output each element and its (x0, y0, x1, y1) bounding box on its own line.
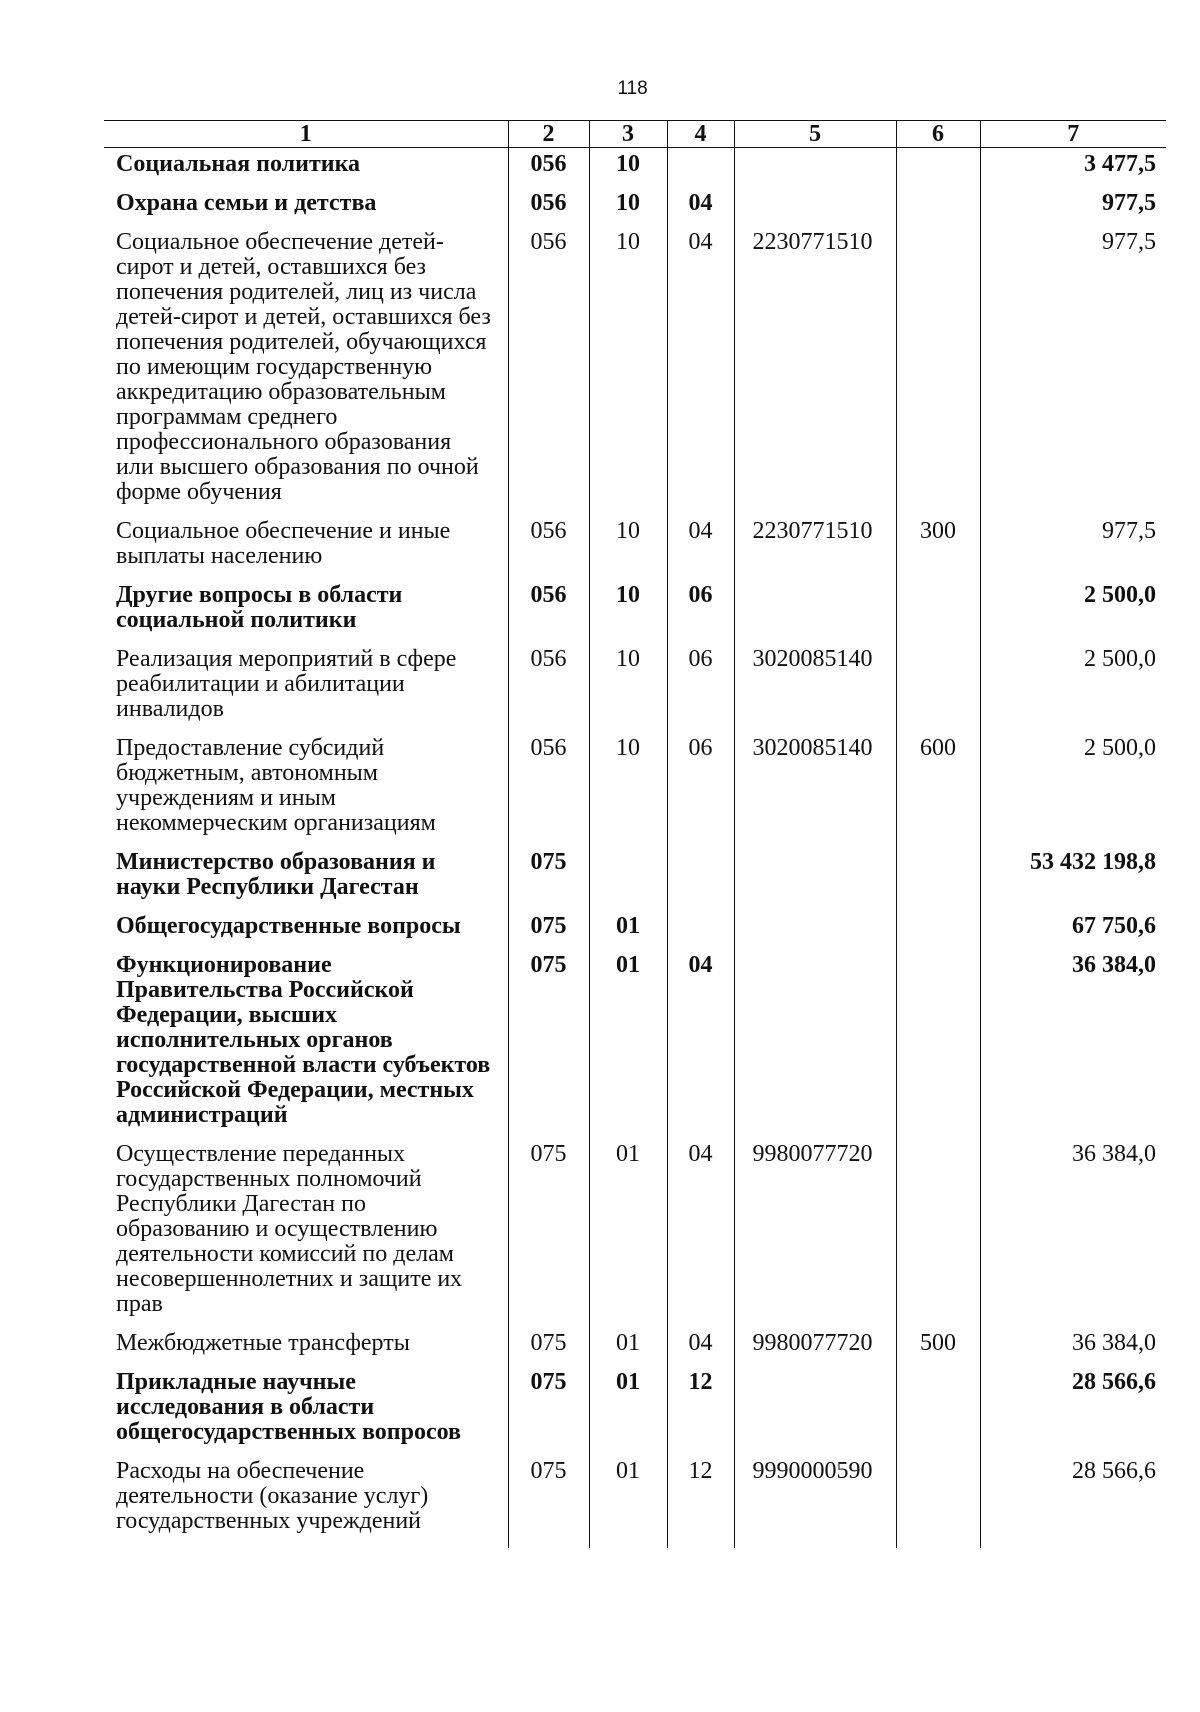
row-name: Социальное обеспечение детей-сирот и детей, оставшихся без попечения родителей, лиц из числа детей-сирот и детей, оставшихся без попечения родителей, обучающихся по имеющим государственную аккредитацию образовательным программам среднего профессионального образования или высшего образования по очной форме обучения (116, 229, 491, 505)
cell-amount: 36 384,0 (980, 1138, 1166, 1327)
row-name: Другие вопросы в области социальной политики (116, 582, 403, 633)
cell-amount: 977,5 (980, 187, 1166, 226)
table-row (104, 148, 1166, 188)
cell-ministry-code: 075 (508, 1366, 589, 1455)
row-name: Охрана семьи и детства (116, 190, 377, 216)
cell-section-code: 01 (589, 1455, 667, 1548)
table-row (104, 226, 1166, 515)
cell-subsection-code: 12 (667, 1366, 734, 1455)
row-name: Общегосударственные вопросы (116, 913, 461, 939)
column-header-4: 4 (667, 121, 734, 148)
row-name: Предоставление субсидий бюджетным, автономным учреждениям и иным некоммерческим организациям (116, 735, 436, 836)
budget-table (104, 120, 1166, 1548)
cell-expense-type-code: 300 (896, 515, 980, 579)
table-row (104, 949, 1166, 1138)
table-row (104, 1327, 1166, 1366)
cell-section-code: 10 (589, 643, 667, 732)
row-name: Расходы на обеспечение деятельности (оказание услуг) государственных учреждений (116, 1458, 429, 1534)
cell-amount: 36 384,0 (980, 949, 1166, 1138)
column-header-6: 6 (896, 121, 980, 148)
table-row (104, 643, 1166, 732)
table-row (104, 846, 1166, 910)
cell-amount: 977,5 (980, 226, 1166, 515)
cell-ministry-code: 056 (508, 643, 589, 732)
cell-subsection-code: 04 (667, 949, 734, 1138)
row-name: Министерство образования и науки Республики Дагестан (116, 849, 436, 900)
cell-subsection-code (667, 846, 734, 910)
cell-section-code: 01 (589, 1327, 667, 1366)
cell-amount: 53 432 198,8 (980, 846, 1166, 910)
cell-ministry-code: 075 (508, 949, 589, 1138)
cell-subsection-code: 06 (667, 643, 734, 732)
cell-subsection-code: 06 (667, 732, 734, 846)
cell-target-article-code (734, 1366, 896, 1455)
column-header-5: 5 (734, 121, 896, 148)
cell-expense-type-code: 600 (896, 732, 980, 846)
cell-expense-type-code (896, 579, 980, 643)
cell-subsection-code: 06 (667, 579, 734, 643)
cell-amount: 3 477,5 (980, 148, 1166, 188)
column-header-1: 1 (104, 121, 508, 148)
cell-subsection-code (667, 910, 734, 949)
cell-expense-type-code (896, 910, 980, 949)
row-name: Реализация мероприятий в сфере реабилитации и абилитации инвалидов (116, 646, 457, 722)
cell-ministry-code: 056 (508, 579, 589, 643)
cell-expense-type-code (896, 846, 980, 910)
cell-target-article-code (734, 187, 896, 226)
cell-section-code: 10 (589, 148, 667, 188)
cell-ministry-code: 056 (508, 187, 589, 226)
table-row (104, 1366, 1166, 1455)
cell-amount: 2 500,0 (980, 643, 1166, 732)
cell-ministry-code: 056 (508, 732, 589, 846)
table-row (104, 1455, 1166, 1548)
cell-target-article-code: 9980077720 (734, 1327, 896, 1366)
cell-expense-type-code: 500 (896, 1327, 980, 1366)
cell-amount: 67 750,6 (980, 910, 1166, 949)
table-row (104, 732, 1166, 846)
cell-subsection-code: 04 (667, 226, 734, 515)
cell-target-article-code (734, 148, 896, 188)
row-name: Межбюджетные трансферты (116, 1330, 410, 1356)
column-header-7: 7 (980, 121, 1166, 148)
cell-expense-type-code (896, 226, 980, 515)
row-name: Функционирование Правительства Российской Федерации, высших исполнительных органов государственной власти субъектов Российской Федерации, местных администраций (116, 952, 491, 1128)
cell-amount: 2 500,0 (980, 732, 1166, 846)
cell-ministry-code: 075 (508, 1138, 589, 1327)
table-row (104, 515, 1166, 579)
cell-subsection-code: 04 (667, 187, 734, 226)
cell-section-code: 10 (589, 187, 667, 226)
cell-target-article-code: 2230771510 (734, 515, 896, 579)
cell-section-code: 01 (589, 910, 667, 949)
cell-expense-type-code (896, 148, 980, 188)
cell-target-article-code: 2230771510 (734, 226, 896, 515)
cell-amount: 28 566,6 (980, 1366, 1166, 1455)
cell-amount: 977,5 (980, 515, 1166, 579)
cell-target-article-code (734, 949, 896, 1138)
cell-section-code (589, 846, 667, 910)
page-number: 118 (617, 78, 648, 99)
cell-target-article-code (734, 579, 896, 643)
cell-subsection-code: 04 (667, 515, 734, 579)
cell-subsection-code: 04 (667, 1138, 734, 1327)
table-header (104, 121, 1166, 148)
row-name: Прикладные научные исследования в области общегосударственных вопросов (116, 1369, 461, 1445)
row-name: Осуществление переданных государственных полномочий Республики Дагестан по образованию и осуществлению деятельности комиссий по делам несовершеннолетних и защите их прав (116, 1141, 463, 1317)
cell-expense-type-code (896, 949, 980, 1138)
cell-amount: 28 566,6 (980, 1455, 1166, 1548)
cell-section-code: 10 (589, 579, 667, 643)
cell-ministry-code: 056 (508, 226, 589, 515)
table-row (104, 1138, 1166, 1327)
cell-section-code: 01 (589, 1138, 667, 1327)
cell-amount: 2 500,0 (980, 579, 1166, 643)
cell-expense-type-code (896, 1455, 980, 1548)
cell-expense-type-code (896, 187, 980, 226)
cell-target-article-code: 3020085140 (734, 643, 896, 732)
column-header-2: 2 (508, 121, 589, 148)
cell-ministry-code: 056 (508, 148, 589, 188)
cell-ministry-code: 075 (508, 846, 589, 910)
cell-section-code: 10 (589, 515, 667, 579)
cell-target-article-code (734, 846, 896, 910)
cell-section-code: 01 (589, 1366, 667, 1455)
row-name: Социальная политика (116, 151, 361, 177)
cell-amount: 36 384,0 (980, 1327, 1166, 1366)
cell-ministry-code: 075 (508, 1455, 589, 1548)
table-row (104, 579, 1166, 643)
cell-section-code: 10 (589, 732, 667, 846)
cell-expense-type-code (896, 643, 980, 732)
cell-ministry-code: 056 (508, 515, 589, 579)
cell-expense-type-code (896, 1366, 980, 1455)
header-row (104, 121, 1166, 148)
cell-target-article-code (734, 910, 896, 949)
table-row (104, 910, 1166, 949)
cell-target-article-code: 3020085140 (734, 732, 896, 846)
cell-subsection-code (667, 148, 734, 188)
column-header-3: 3 (589, 121, 667, 148)
cell-ministry-code: 075 (508, 1327, 589, 1366)
cell-ministry-code: 075 (508, 910, 589, 949)
cell-expense-type-code (896, 1138, 980, 1327)
row-name: Социальное обеспечение и иные выплаты населению (116, 518, 451, 569)
cell-target-article-code: 9980077720 (734, 1138, 896, 1327)
table-body (104, 148, 1166, 1549)
cell-section-code: 01 (589, 949, 667, 1138)
cell-subsection-code: 12 (667, 1455, 734, 1548)
cell-section-code: 10 (589, 226, 667, 515)
cell-target-article-code: 9990000590 (734, 1455, 896, 1548)
cell-subsection-code: 04 (667, 1327, 734, 1366)
table-row (104, 187, 1166, 226)
